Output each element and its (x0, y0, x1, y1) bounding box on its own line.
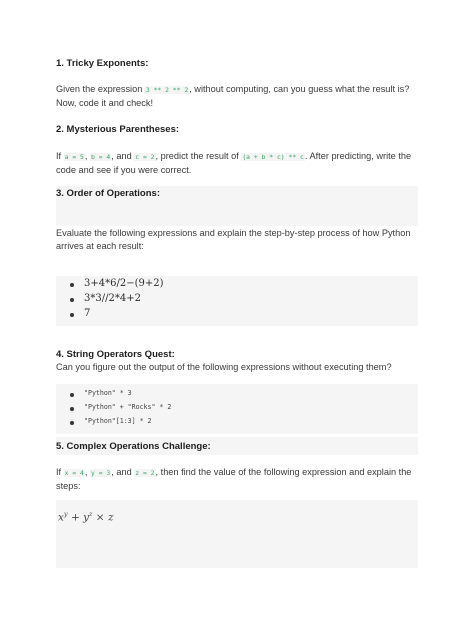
formula: $x^y + y^z \times z$ (58, 510, 114, 524)
list-item: "Python" + "Rocks" * 2 (56, 403, 171, 417)
list-item: 3+4*6/2−(9+2) (56, 278, 163, 293)
list-item: "Python"[1:3] * 2 (56, 417, 171, 431)
section-4-text: Can you figure out the output of the following expressions without executing them? (56, 362, 392, 372)
expression-code: 3 ** 2 ** 2 (145, 86, 189, 94)
list-item: 7 (56, 308, 163, 323)
section-1-heading: 1. Tricky Exponents: (56, 58, 149, 69)
section-3-text: Evaluate the following expressions and explain the step-by-step process of how Python arrives at each result: (56, 228, 411, 251)
list-item: "Python" * 3 (56, 389, 171, 403)
section-4-heading: 4. String Operators Quest: (56, 349, 175, 360)
section-5-text: If x = 4, y = 3, and z = 2, then find the value of the following expression and explain the steps: (56, 467, 412, 491)
string-expressions-list (56, 389, 171, 431)
section-1-text: Given the expression 3 ** 2 ** 2, without computing, can you guess what the result is? Now, code it and check! (56, 84, 410, 108)
section-3-heading: 3. Order of Operations: (56, 188, 160, 199)
expressions-list (56, 278, 163, 323)
section-2-heading: 2. Mysterious Parentheses: (56, 124, 180, 135)
section-2-text: If a = 5, b = 4, and c = 2, predict the result of (a + b * c) ** c. After predicting, write the code and see if you were correct. (56, 151, 412, 175)
section-5-heading: 5. Complex Operations Challenge: (56, 441, 211, 452)
list-item: 3*3//2*4+2 (56, 293, 163, 308)
